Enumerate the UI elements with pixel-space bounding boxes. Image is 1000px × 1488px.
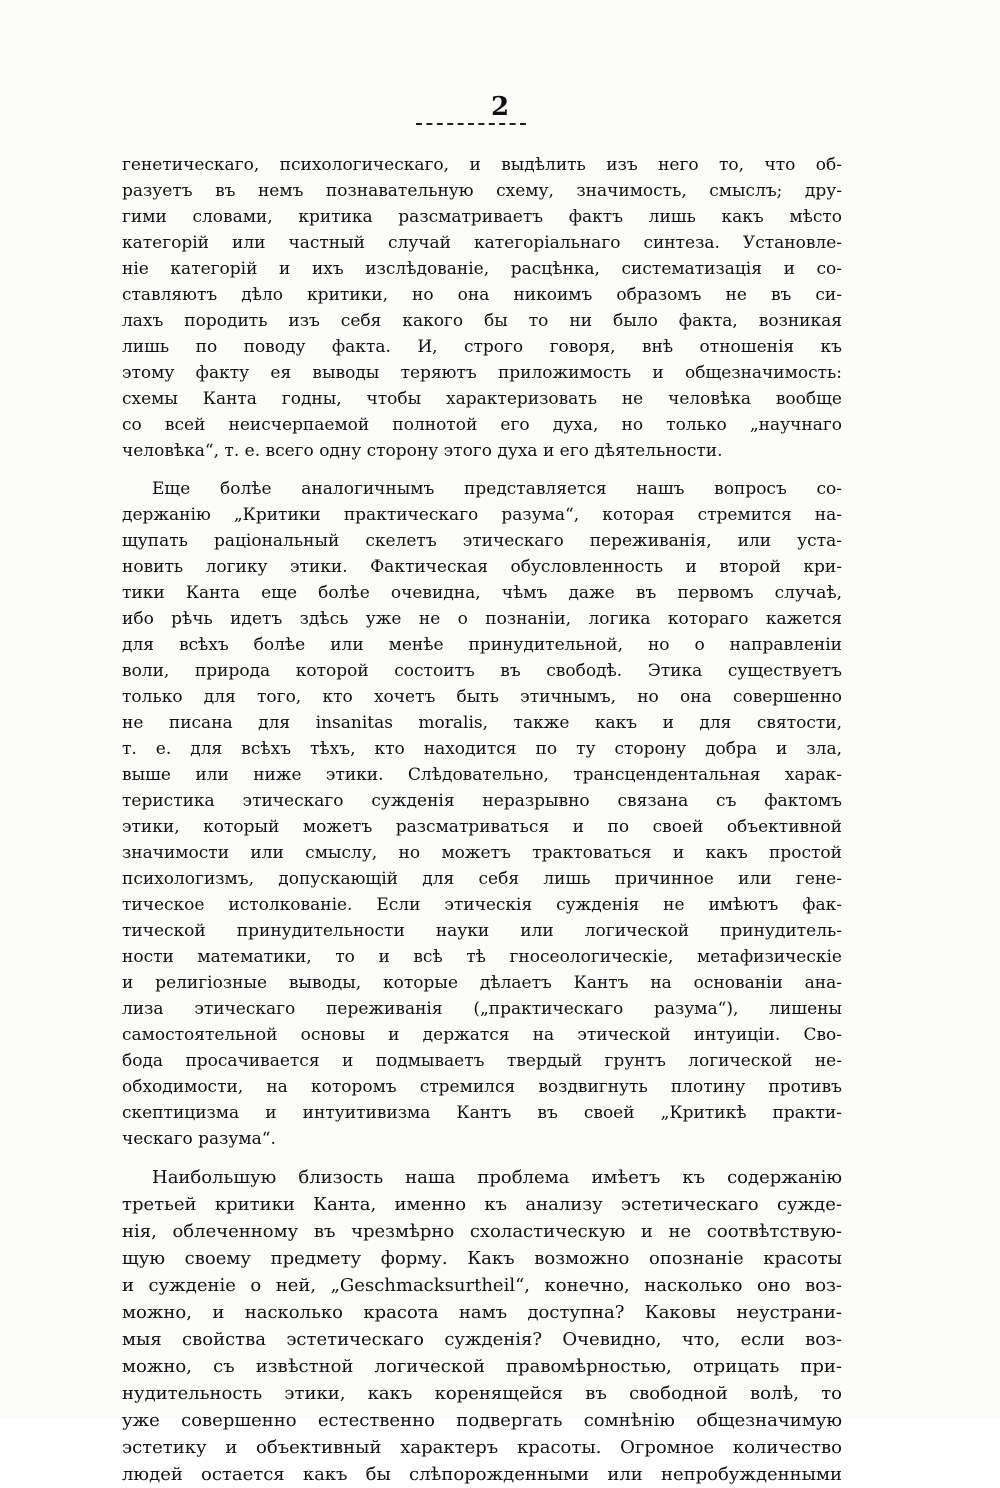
text-line: мыя свойства эстетическаго сужденія? Очевидно, что, если воз- xyxy=(122,1329,842,1350)
text-line: схемы Канта годны, чтобы характеризовать не человѣка вообще xyxy=(122,389,842,409)
text-line: Наибольшую близость наша проблема имѣетъ къ содержанію xyxy=(152,1167,842,1188)
text-line: можно, и насколько красота намъ доступна? Каковы неустрани- xyxy=(122,1302,842,1323)
text-line: генетическаго, психологическаго, и выдѣлить изъ него то, что об- xyxy=(122,155,842,175)
text-line: ставляютъ дѣло критики, но она никоимъ образомъ не въ си- xyxy=(122,285,842,305)
text-line: человѣка“, т. е. всего одну сторону этого духа и его дѣятельности. xyxy=(122,441,723,461)
text-line: лиза этическаго переживанія („практическаго разума“), лишены xyxy=(122,999,842,1019)
paragraph-1 xyxy=(122,152,842,464)
text-line: эстетику и объективный характеръ красоты. Огромное количество xyxy=(122,1437,842,1458)
text-line: категорій или частный случай категоріальнаго синтеза. Установле- xyxy=(122,233,842,253)
text-line: скептицизма и интуитивизма Кантъ въ своей „Критикѣ практи- xyxy=(122,1103,842,1123)
text-line: этики, который можетъ разсматриваться и по своей объективной xyxy=(122,817,842,837)
text-line: гими словами, критика разсматриваетъ фактъ лишь какъ мѣсто xyxy=(122,207,842,227)
text-line: ніе категорій и ихъ изслѣдованіе, расцѣнка, систематизація и со- xyxy=(122,259,842,279)
text-line: выше или ниже этики. Слѣдовательно, трансцендентальная харак- xyxy=(122,765,842,785)
text-line: обходимости, на которомъ стремился воздвигнуть плотину противъ xyxy=(122,1077,842,1097)
page-number-rule xyxy=(416,123,526,125)
text-line: щупать раціональный скелетъ этическаго переживанія, или уста- xyxy=(122,531,842,551)
text-line: лишь по поводу факта. И, строго говоря, внѣ отношенія къ xyxy=(122,337,842,357)
paragraph-3 xyxy=(122,1164,842,1488)
text-line: щую своему предмету форму. Какъ возможно опознаніе красоты xyxy=(122,1248,842,1269)
text-line: третьей критики Канта, именно къ анализу эстетическаго сужде- xyxy=(122,1194,842,1215)
text-line: этому факту ея выводы теряютъ приложимость и общезначимость: xyxy=(122,363,842,383)
text-line: и сужденіе о ней, „Geschmacksurtheil“, конечно, насколько оно воз- xyxy=(122,1275,842,1296)
text-line: ности математики, то и всѣ тѣ гносеологическіе, метафизическіе xyxy=(122,947,842,967)
text-line: теристика этическаго сужденія неразрывно связана съ фактомъ xyxy=(122,791,842,811)
text-line: для всѣхъ болѣе или менѣе принудительной, но о направленіи xyxy=(122,635,842,655)
text-line: тическое истолкованіе. Если этическія сужденія не имѣютъ фак- xyxy=(122,895,842,915)
text-line: разуетъ въ немъ познавательную схему, значимость, смыслъ; дру- xyxy=(122,181,842,201)
text-line: ческаго разума“. xyxy=(122,1129,276,1149)
text-line: тики Канта еще болѣе очевидна, чѣмъ даже въ первомъ случаѣ, xyxy=(122,583,842,603)
page-number: 2 xyxy=(490,92,510,122)
text-line: Еще болѣе аналогичнымъ представляется нашъ вопросъ со- xyxy=(152,479,842,499)
text-line: значимости или смыслу, но можетъ трактоваться и какъ простой xyxy=(122,843,842,863)
text-line: нія, облеченному въ чрезмѣрно схоластическую и не соотвѣтствую- xyxy=(122,1221,842,1242)
text-line: не писана для insanitas moralis, также какъ и для святости, xyxy=(122,713,842,733)
text-line: новить логику этики. Фактическая обусловленность и второй кри- xyxy=(122,557,842,577)
text-line: держанію „Критики практическаго разума“, которая стремится на- xyxy=(122,505,842,525)
text-line: уже совершенно естественно подвергать сомнѣнію общезначимую xyxy=(122,1410,842,1431)
text-line: нудительность этики, какъ коренящейся въ свободной волѣ, то xyxy=(122,1383,842,1404)
paragraph-2 xyxy=(122,476,842,1152)
body-text xyxy=(122,152,842,1488)
text-line: ибо рѣчь идетъ здѣсь уже не о познаніи, логика котораго кажется xyxy=(122,609,842,629)
text-line: самостоятельной основы и держатся на этической интуиціи. Сво- xyxy=(122,1025,842,1045)
text-line: психологизмъ, допускающій для себя лишь причинное или гене- xyxy=(122,869,842,889)
text-line: лахъ породить изъ себя какого бы то ни было факта, возникая xyxy=(122,311,842,331)
text-line: бода просачивается и подмываетъ твердый грунтъ логической не- xyxy=(122,1051,842,1071)
text-line: со всей неисчерпаемой полнотой его духа, но только „научнаго xyxy=(122,415,842,435)
text-line: людей остается какъ бы слѣпорожденными или непробужденными xyxy=(122,1464,842,1485)
text-line: воли, природа которой состоитъ въ свободѣ. Этика существуетъ xyxy=(122,661,842,681)
text-line: т. е. для всѣхъ тѣхъ, кто находится по ту сторону добра и зла, xyxy=(122,739,842,759)
text-line: тической принудительности науки или логической принудитель- xyxy=(122,921,842,941)
text-line: можно, съ извѣстной логической правомѣрностью, отрицать при- xyxy=(122,1356,842,1377)
text-line: и религіозные выводы, которые дѣлаетъ Кантъ на основаніи ана- xyxy=(122,973,842,993)
text-line: только для того, кто хочетъ быть этичнымъ, но она совершенно xyxy=(122,687,842,707)
